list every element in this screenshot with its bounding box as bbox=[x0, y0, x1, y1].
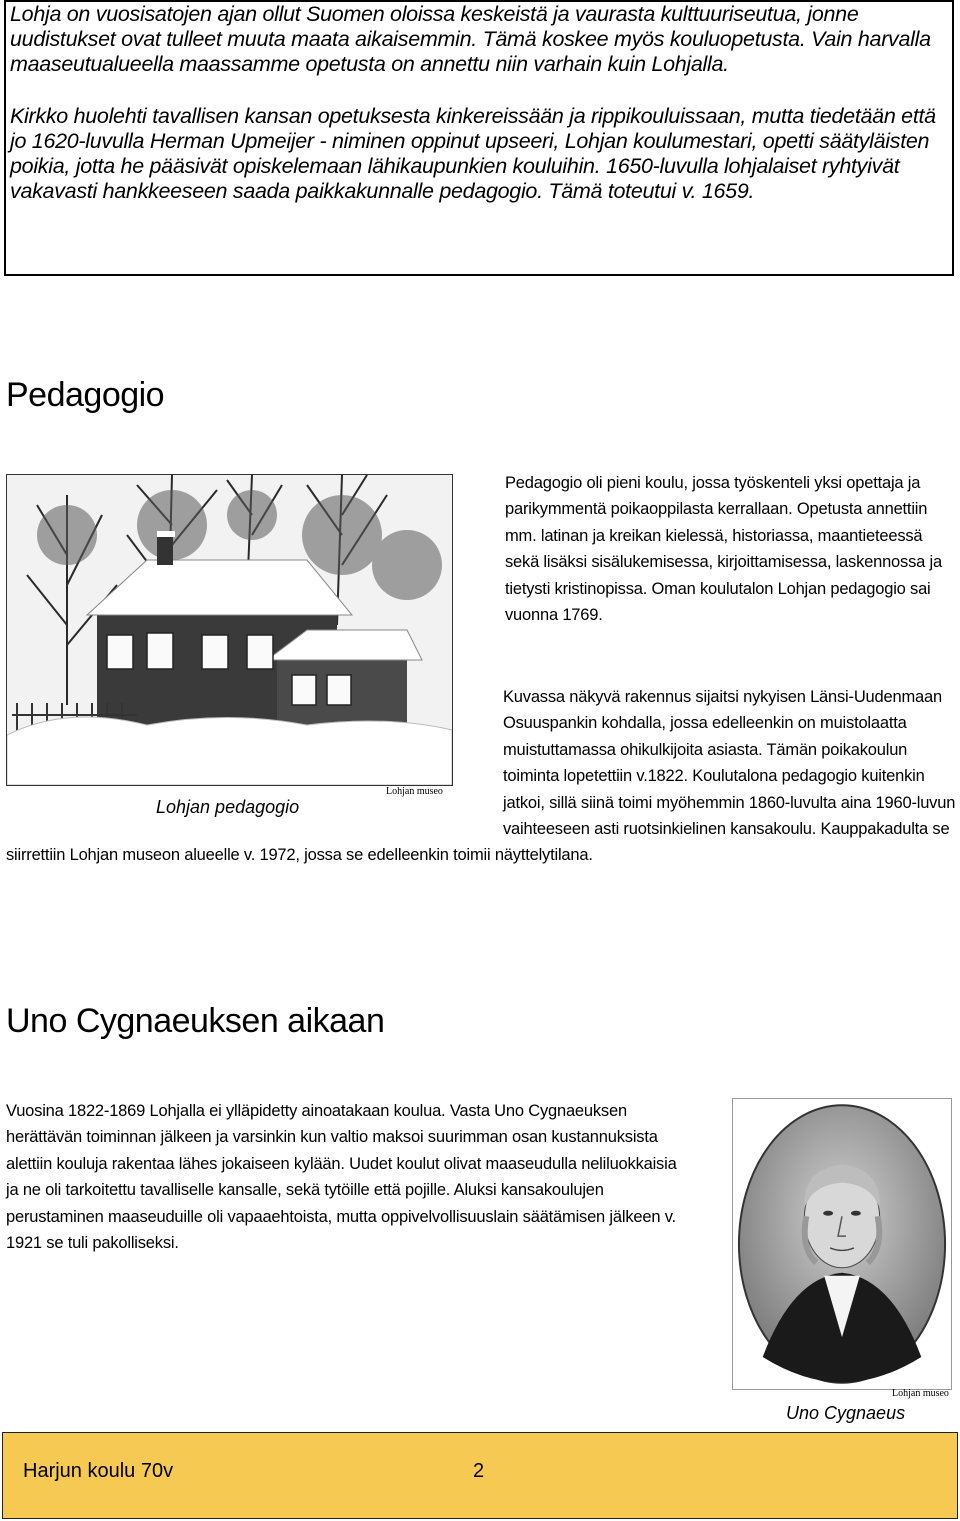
cygnaeus-photo-credit: Lohjan museo bbox=[892, 1388, 949, 1399]
pedagogio-photo-credit: Lohjan museo bbox=[386, 786, 443, 797]
intro-paragraph-1: Lohja on vuosisatojen ajan ollut Suomen oloissa keskeistä ja vaurasta kulttuuriseutua, jonne uudistukset ovat tulleet muuta maata aikaisemmin. Tämä koskee myös kouluopetusta. Vain harvalla maaseutualueella maassamme opetusta on annettu niin varhain kuin Lohjalla. bbox=[10, 2, 931, 76]
cygnaeus-photo-caption: Uno Cygnaeus bbox=[786, 1403, 906, 1423]
text-wrap-spacer bbox=[6, 684, 503, 834]
page-footer bbox=[2, 1432, 958, 1519]
cygnaeus-portrait bbox=[732, 1098, 952, 1390]
footer-title: Harjun koulu 70v bbox=[23, 1460, 174, 1482]
intro-paragraph-2: Kirkko huolehti tavallisen kansan opetuksesta kinkereissään ja rippikouluissaan, mutta tiedetään että jo 1620-luvulla Herman Upmeijer - niminen oppinut upseeri, Lohjan koulumestari, opetti säätyläisten poikia, jotta he pääsivät opiskelemaan lähikaupunkien kouluihin. 1650-luvulla lohjalaiset ryhtyivät vakavasti hankkeeseen saada paikkakunnalle pedagogio. Tämä toteutui v. 1659. bbox=[10, 104, 936, 203]
cygnaeus-heading: Uno Cygnaeuksen aikaan bbox=[6, 1002, 385, 1040]
cygnaeus-text: Vuosina 1822-1869 Lohjalla ei ylläpidetty ainoatakaan koulua. Vasta Uno Cygnaeuksen herättävän toiminnan jälkeen ja varsinkin kun valtio maksoi suurimman osan kustannuksista alettiin kouluja rakentaa lähes jokaiseen kylään. Uudet koulut olivat maaseudulla neliluokkaisia ja ne oli tarkoitettu tavalliselle kansalle, sekä tytöille että pojille. Aluksi kansakoulujen perustaminen maaseuduille oli vapaaehtoista, mutta oppivelvollisuuslain säätämisen jälkeen v. 1921 se tuli pakolliseksi. bbox=[6, 1102, 677, 1253]
pedagogio-heading: Pedagogio bbox=[6, 376, 165, 414]
pedagogio-photo-caption: Lohjan pedagogio bbox=[156, 797, 300, 817]
pedagogio-text-2: Kuvassa näkyvä rakennus sijaitsi nykyisen Länsi-Uudenmaan Osuuspankin kohdalla, jossa edelleenkin on muistolaatta muistuttamassa ohikulkijoita asiasta. Tämän poikakoulun toiminta lopetettiin v.1822. Koulutalona pedagogio kuitenkin jatkoi, sillä siinä toimi myöhemmin 1860-luvulta aina 1960-luvun vaihteeseen asti ruotsinkielinen kansakoulu. Kauppakadulta se siirrettiin Lohjan museon alueelle v. 1972, jossa se edelleenkin toimii näyttelytilana. bbox=[6, 684, 956, 869]
page-number: 2 bbox=[473, 1460, 485, 1482]
intro-box bbox=[4, 0, 954, 276]
pedagogio-text-1: Pedagogio oli pieni koulu, jossa työskenteli yksi opettaja ja parikymmentä poikaoppilasta kerrallaan. Opetusta annettiin mm. latinan ja kreikan kielessä, historiassa, maantieteessä sekä lisäksi sisälukemisessa, kirjoittamisessa, laskennossa ja tietysti kristinopissa. Oman koulutalon Lohjan pedagogio sai vuonna 1769. bbox=[505, 474, 942, 625]
